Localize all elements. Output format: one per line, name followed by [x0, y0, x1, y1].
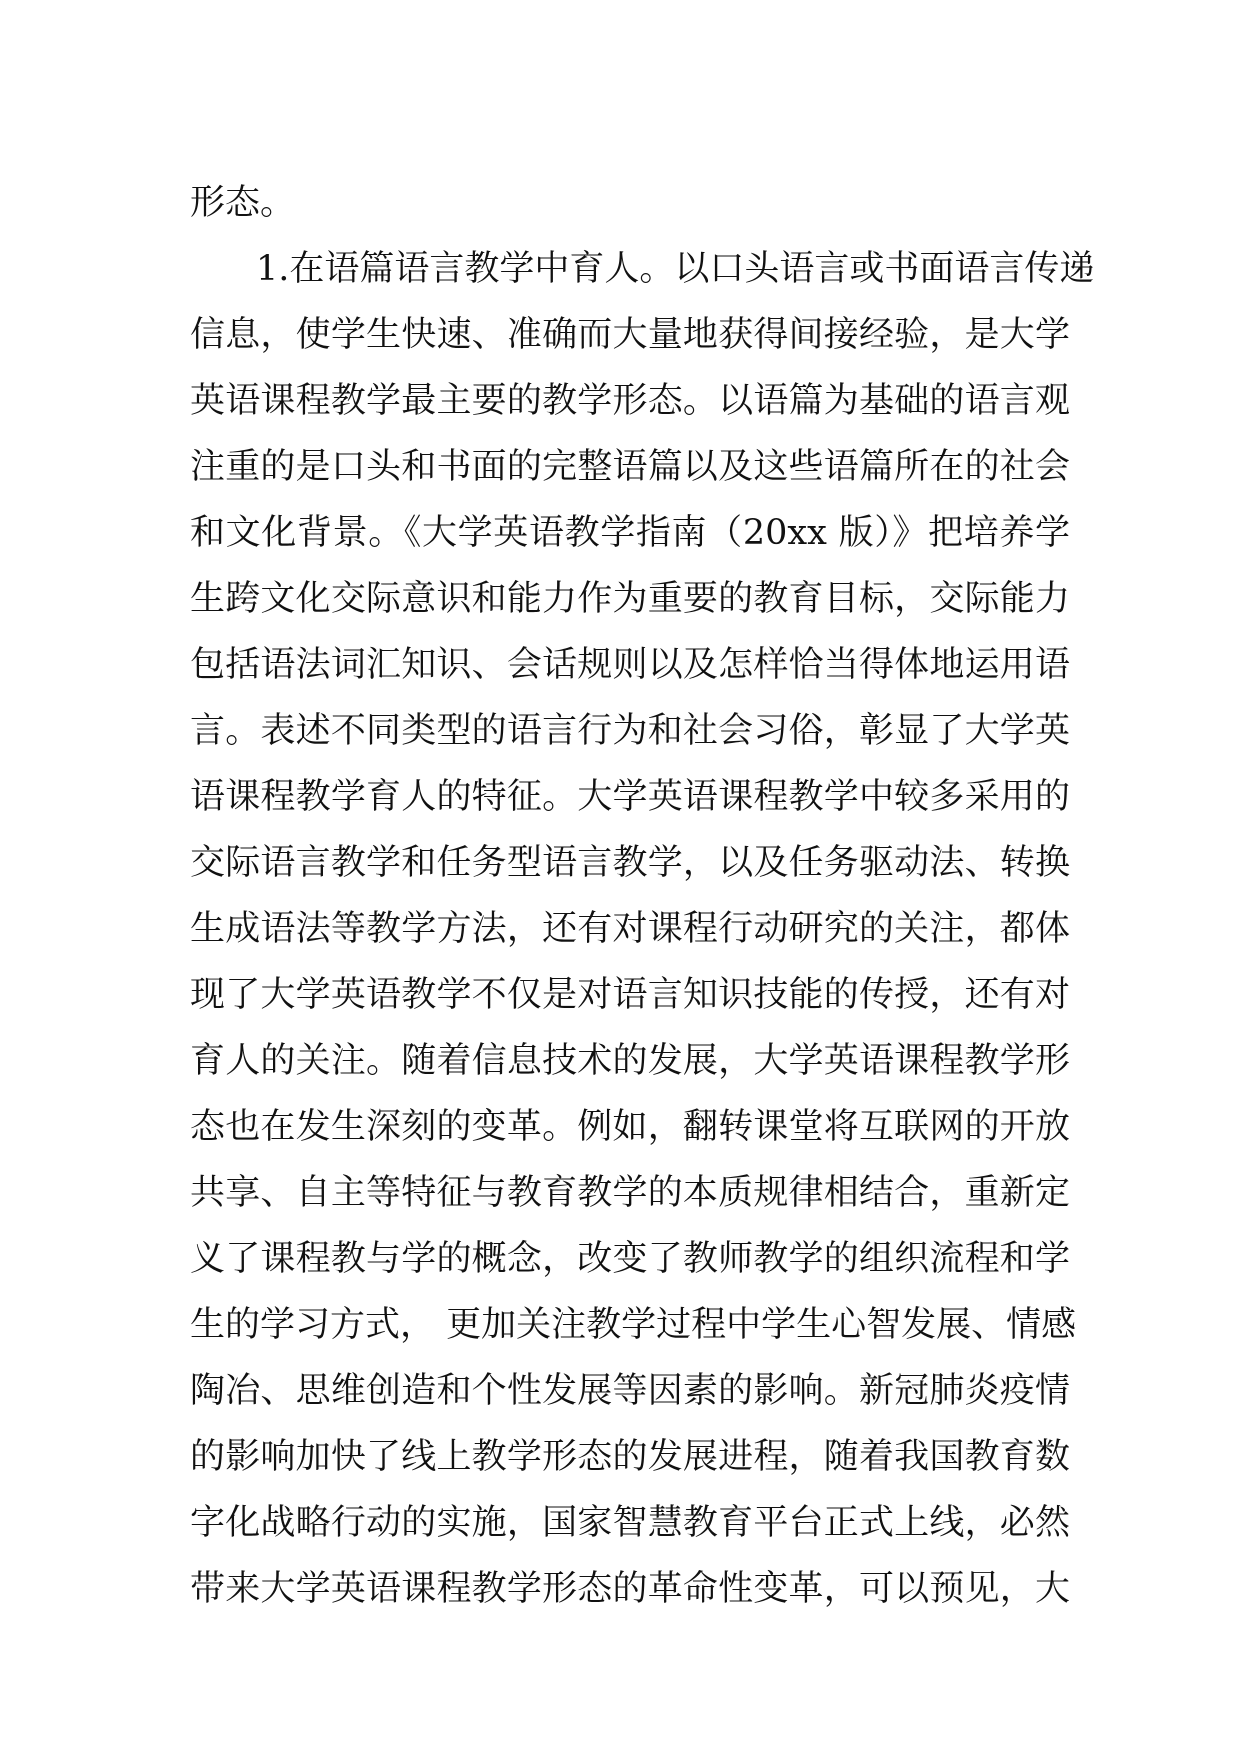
text-line: 形态。 — [190, 183, 296, 223]
text-line: 带来大学英语课程教学形态的革命性变革，可以预见，大 — [190, 1569, 1070, 1609]
text-line: 交际语言教学和任务型语言教学，以及任务驱动法、转换 — [190, 843, 1070, 883]
text-line: 语课程教学育人的特征。大学英语课程教学中较多采用的 — [190, 777, 1070, 817]
text-line: 生成语法等教学方法，还有对课程行动研究的关注，都体 — [190, 909, 1070, 949]
text-line: 和文化背景。《大学英语教学指南（20xx 版）》把培养学 — [190, 513, 1070, 553]
text-line: 1.在语篇语言教学中育人。以口头语言或书面语言传递 — [256, 249, 1095, 289]
text-line: 陶冶、思维创造和个性发展等因素的影响。新冠肺炎疫情 — [190, 1371, 1070, 1411]
text-line: 言。表述不同类型的语言行为和社会习俗，彰显了大学英 — [190, 711, 1070, 751]
text-line: 育人的关注。随着信息技术的发展，大学英语课程教学形 — [190, 1041, 1070, 1081]
text-line: 的影响加快了线上教学形态的发展进程，随着我国教育数 — [190, 1437, 1070, 1477]
text-line: 态也在发生深刻的变革。例如，翻转课堂将互联网的开放 — [190, 1107, 1070, 1147]
text-line: 现了大学英语教学不仅是对语言知识技能的传授，还有对 — [190, 975, 1070, 1015]
text-line: 共享、自主等特征与教育教学的本质规律相结合，重新定 — [190, 1173, 1070, 1213]
body-text — [190, 170, 1095, 1622]
text-line: 字化战略行动的实施，国家智慧教育平台正式上线，必然 — [190, 1503, 1070, 1543]
text-line: 信息，使学生快速、准确而大量地获得间接经验，是大学 — [190, 315, 1070, 355]
text-line: 注重的是口头和书面的完整语篇以及这些语篇所在的社会 — [190, 447, 1070, 487]
text-line: 生的学习方式， 更加关注教学过程中学生心智发展、情感 — [190, 1305, 1077, 1345]
text-line: 包括语法词汇知识、会话规则以及怎样恰当得体地运用语 — [190, 645, 1070, 685]
text-line: 生跨文化交际意识和能力作为重要的教育目标，交际能力 — [190, 579, 1070, 619]
text-line: 义了课程教与学的概念，改变了教师教学的组织流程和学 — [190, 1239, 1070, 1279]
text-line: 英语课程教学最主要的教学形态。以语篇为基础的语言观 — [190, 381, 1070, 421]
